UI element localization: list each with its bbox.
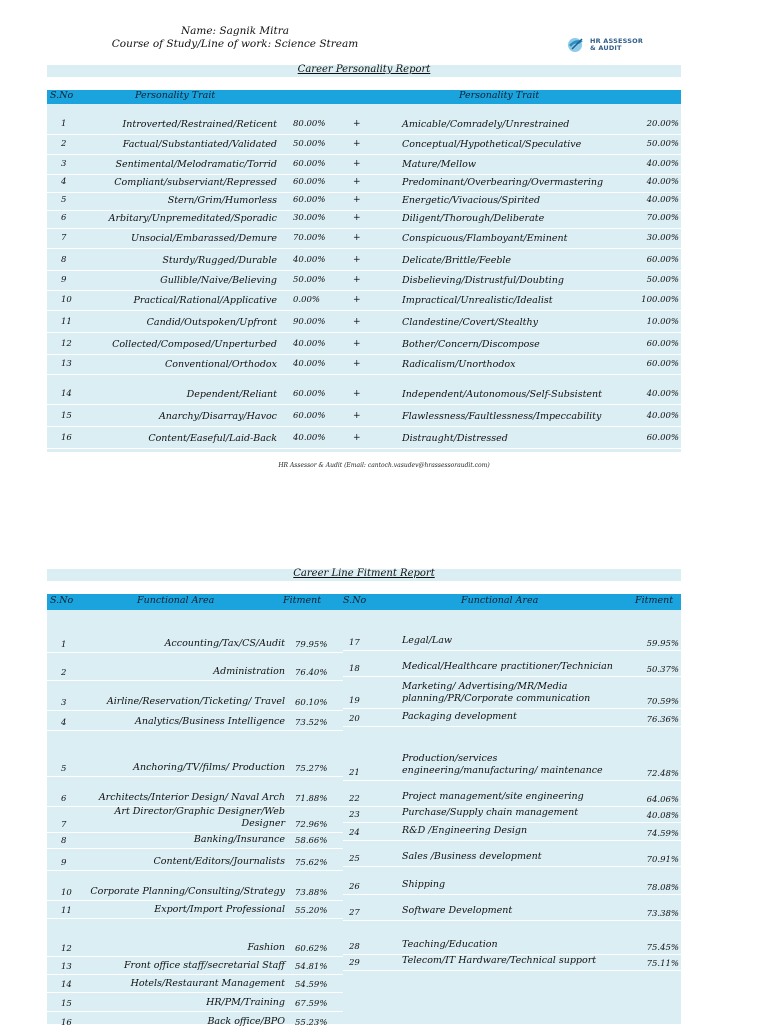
fitment-value: 54.59%: [295, 980, 328, 990]
trait-right: Clandestine/Covert/Stealthy: [402, 317, 538, 328]
trait-right-percent: 40.00%: [646, 411, 679, 421]
fitment-row-left: [47, 976, 343, 993]
trait-right: Bother/Concern/Discompose: [402, 339, 540, 350]
personality-row: [47, 252, 681, 271]
trait-left: Sentimental/Melodramatic/Torrid: [115, 159, 277, 170]
row-sno: 6: [61, 213, 67, 223]
trait-left: Sturdy/Rugged/Durable: [162, 255, 277, 266]
fitment-row-right: [343, 822, 681, 841]
personality-row: [47, 356, 681, 375]
trait-left: Candid/Outspoken/Upfront: [146, 317, 277, 328]
trait-left-percent: 60.00%: [293, 177, 326, 187]
fit-header-sno-right: S.No: [343, 595, 367, 606]
fitment-area: Telecom/IT Hardware/Technical support: [402, 955, 597, 966]
plus-sign: +: [353, 295, 361, 305]
trait-right: Predominant/Overbearing/Overmastering: [402, 177, 604, 188]
fitment-sno: 5: [61, 764, 67, 774]
plus-sign: +: [353, 359, 361, 369]
row-sno: 2: [61, 139, 67, 149]
row-sno: 12: [61, 339, 72, 349]
plus-sign: +: [353, 195, 361, 205]
trait-left-percent: 40.00%: [293, 359, 326, 369]
fitment-area: Production/services engineering/manufacturing/ maintenance: [402, 753, 603, 776]
logo-icon: [566, 36, 588, 54]
fitment-area: Medical/Healthcare practitioner/Technician: [402, 661, 613, 672]
trait-left-percent: 40.00%: [293, 433, 326, 443]
trait-left-percent: 60.00%: [293, 411, 326, 421]
fit-header-fitment-right: Fitment: [635, 595, 674, 606]
plus-sign: +: [353, 339, 361, 349]
fit-header-area-right: Functional Area: [461, 595, 539, 606]
trait-left-percent: 90.00%: [293, 317, 326, 327]
fitment-sno: 17: [349, 638, 360, 648]
fitment-area: Sales /Business development: [402, 851, 542, 862]
fitment-sno: 24: [349, 828, 360, 838]
plus-sign: +: [353, 275, 361, 285]
row-sno: 1: [61, 119, 67, 129]
fitment-sno: 10: [61, 888, 72, 898]
plus-sign: +: [353, 119, 361, 129]
fitment-sno: 14: [61, 980, 72, 990]
plus-sign: +: [353, 317, 361, 327]
fitment-sno: 15: [61, 999, 72, 1009]
trait-right-percent: 70.00%: [646, 213, 679, 223]
trait-right: Radicalism/Unorthodox: [402, 359, 516, 370]
trait-left: Practical/Rational/Applicative: [133, 295, 277, 306]
fitment-sno: 9: [61, 858, 67, 868]
fitment-sno: 16: [61, 1018, 72, 1028]
fitment-area: R&D /Engineering Design: [402, 825, 528, 836]
fitment-area: Corporate Planning/Consulting/Strategy: [90, 886, 285, 897]
row-sno: 9: [61, 275, 67, 285]
fitment-row-left: [47, 624, 343, 653]
fitment-row-left: [47, 1012, 343, 1031]
trait-left-percent: 60.00%: [293, 389, 326, 399]
personality-row: [47, 192, 681, 211]
trait-left-percent: 50.00%: [293, 275, 326, 285]
personality-row: [47, 174, 681, 193]
fitment-area: Content/Editors/Journalists: [153, 856, 285, 867]
trait-right: Independent/Autonomous/Self-Subsistent: [402, 389, 602, 400]
row-sno: 3: [61, 159, 67, 169]
fitment-value: 60.10%: [295, 698, 328, 708]
fitment-value: 59.95%: [646, 639, 679, 649]
fitment-title-bar: [47, 569, 681, 581]
fitment-row-left: [47, 993, 343, 1012]
trait-right-percent: 60.00%: [646, 255, 679, 265]
fitment-area: Packaging development: [402, 711, 517, 722]
fitment-value: 72.96%: [295, 820, 328, 830]
trait-right-percent: 40.00%: [646, 195, 679, 205]
header-trait-right: Personality Trait: [459, 90, 540, 101]
plus-sign: +: [353, 177, 361, 187]
plus-sign: +: [353, 255, 361, 265]
personality-title-bar: [47, 65, 681, 77]
trait-left: Anarchy/Disarray/Havoc: [158, 411, 277, 422]
trait-right-percent: 10.00%: [646, 317, 679, 327]
fitment-area: Project management/site engineering: [402, 791, 584, 802]
trait-right-percent: 40.00%: [646, 159, 679, 169]
trait-left: Content/Easeful/Laid-Back: [148, 433, 277, 444]
trait-right: Amicable/Comradely/Unrestrained: [402, 119, 570, 130]
fitment-row-right: [343, 676, 681, 709]
trait-left-percent: 50.00%: [293, 139, 326, 149]
row-sno: 15: [61, 411, 72, 421]
trait-right-percent: 50.00%: [646, 275, 679, 285]
fitment-value: 79.95%: [295, 640, 328, 650]
row-sno: 5: [61, 195, 67, 205]
trait-right: Mature/Mellow: [402, 159, 476, 170]
fitment-row-right: [343, 780, 681, 807]
fitment-area: Art Director/Graphic Designer/Web Designer: [114, 806, 285, 829]
row-sno: 14: [61, 389, 72, 399]
fitment-report-title: Career Line Fitment Report: [293, 568, 435, 579]
fitment-area: Accounting/Tax/CS/Audit: [164, 638, 285, 649]
fitment-area: Banking/Insurance: [193, 834, 285, 845]
fitment-value: 50.37%: [646, 665, 679, 675]
fitment-area: Teaching/Education: [402, 939, 498, 950]
fitment-row-left: [47, 900, 343, 919]
fitment-sno: 11: [61, 906, 72, 916]
fitment-value: 75.62%: [295, 858, 328, 868]
trait-left: Introverted/Restrained/Reticent: [122, 119, 277, 130]
fitment-row-left: [47, 956, 343, 975]
fitment-sno: 28: [349, 942, 360, 952]
trait-left-percent: 40.00%: [293, 255, 326, 265]
fitment-sno: 22: [349, 794, 360, 804]
row-sno: 10: [61, 295, 72, 305]
fitment-value: 75.45%: [646, 943, 679, 953]
fitment-row-left: [47, 682, 343, 711]
fitment-value: 72.48%: [646, 769, 679, 779]
personality-row: [47, 156, 681, 175]
trait-right-percent: 60.00%: [646, 359, 679, 369]
fitment-row-right: [343, 624, 681, 651]
fitment-area: Back office/BPO: [207, 1016, 285, 1027]
trait-left-percent: 30.00%: [293, 213, 326, 223]
trait-left: Stern/Grim/Humorless: [167, 195, 277, 206]
trait-left: Gullible/Naive/Believing: [160, 275, 277, 286]
trait-left-percent: 40.00%: [293, 339, 326, 349]
personality-row: [47, 292, 681, 311]
fitment-row-right: [343, 806, 681, 823]
fitment-area: Fashion: [247, 942, 285, 953]
personality-row: [47, 314, 681, 333]
fitment-sno: 2: [61, 668, 67, 678]
trait-right: Conspicuous/Flamboyant/Eminent: [402, 233, 568, 244]
fitment-value: 64.06%: [646, 795, 679, 805]
fitment-sno: 26: [349, 882, 360, 892]
fitment-value: 67.59%: [295, 999, 328, 1009]
row-sno: 11: [61, 317, 72, 327]
trait-left-percent: 70.00%: [293, 233, 326, 243]
fitment-area: Anchoring/TV/films/ Production: [133, 762, 285, 773]
fit-header-sno-left: S.No: [50, 595, 74, 606]
fit-header-fitment-left: Fitment: [283, 595, 322, 606]
fitment-row-left: [47, 806, 343, 833]
fitment-value: 75.11%: [646, 959, 679, 969]
logo-text-line2: & AUDIT: [590, 44, 622, 52]
fitment-value: 73.52%: [295, 718, 328, 728]
trait-left: Collected/Composed/Unperturbed: [112, 339, 277, 350]
trait-right-percent: 50.00%: [646, 139, 679, 149]
fitment-area: Front office staff/secretarial Staff: [123, 960, 285, 971]
personality-row: [47, 430, 681, 449]
trait-right: Energetic/Vivacious/Spirited: [402, 195, 541, 206]
fitment-value: 55.23%: [295, 1018, 328, 1028]
fitment-sno: 6: [61, 794, 67, 804]
fit-header-area-left: Functional Area: [137, 595, 215, 606]
fitment-row-left: [47, 872, 343, 901]
course-of-study: Course of Study/Line of work: Science Stream: [111, 38, 359, 50]
personality-row: [47, 336, 681, 355]
personality-row: [47, 408, 681, 427]
plus-sign: +: [353, 411, 361, 421]
fitment-area: Airline/Reservation/Ticketing/ Travel: [106, 696, 285, 707]
trait-right: Diligent/Thorough/Deliberate: [402, 213, 545, 224]
trait-left-percent: 60.00%: [293, 159, 326, 169]
fitment-sno: 21: [349, 768, 360, 778]
fitment-row-left: [47, 712, 343, 731]
plus-sign: +: [353, 213, 361, 223]
plus-sign: +: [353, 433, 361, 443]
trait-left: Unsocial/Embarassed/Demure: [130, 233, 277, 244]
fitment-sno: 18: [349, 664, 360, 674]
trait-left-percent: 60.00%: [293, 195, 326, 205]
trait-right: Impractical/Unrealistic/Idealist: [402, 295, 553, 306]
plus-sign: +: [353, 159, 361, 169]
plus-sign: +: [353, 233, 361, 243]
fitment-row-right: [343, 708, 681, 727]
fitment-sno: 13: [61, 962, 72, 972]
fitment-row-right: [343, 920, 681, 955]
plus-sign: +: [353, 389, 361, 399]
fitment-sno: 23: [349, 810, 360, 820]
fitment-sno: 25: [349, 854, 360, 864]
personality-row: [47, 210, 681, 229]
fitment-value: 55.20%: [295, 906, 328, 916]
fitment-value: 73.88%: [295, 888, 328, 898]
fitment-row-left: [47, 656, 343, 681]
fitment-area: HR/PM/Training: [206, 997, 285, 1008]
trait-right-percent: 30.00%: [646, 233, 679, 243]
fitment-value: 60.62%: [295, 944, 328, 954]
fitment-value: 54.81%: [295, 962, 328, 972]
fitment-sno: 1: [61, 640, 67, 650]
fitment-area: Administration: [213, 666, 285, 677]
personality-table-body: [47, 104, 681, 452]
trait-right-percent: 20.00%: [646, 119, 679, 129]
fitment-sno: 3: [61, 698, 67, 708]
fitment-area: Architects/Interior Design/ Naval Arch: [98, 792, 285, 803]
row-sno: 4: [61, 177, 67, 187]
fitment-table-header: [47, 594, 681, 610]
fitment-sno: 12: [61, 944, 72, 954]
fitment-area: Marketing/ Advertising/MR/Media planning/PR/Corporate communication: [402, 681, 591, 704]
personality-row: [47, 272, 681, 291]
logo-text-line1: HR ASSESSOR: [590, 37, 644, 45]
trait-left-percent: 80.00%: [293, 119, 326, 129]
personality-table-header: [47, 90, 681, 104]
candidate-name: Name: Sagnik Mitra: [180, 25, 290, 37]
personality-row: [47, 136, 681, 155]
fitment-value: 73.38%: [646, 909, 679, 919]
fitment-area: Hotels/Restaurant Management: [130, 978, 285, 989]
trait-right-percent: 60.00%: [646, 339, 679, 349]
fitment-row-left: [47, 778, 343, 807]
fitment-value: 40.08%: [646, 811, 679, 821]
fitment-table-body: [47, 610, 681, 1028]
row-sno: 13: [61, 359, 72, 369]
company-logo: [566, 36, 656, 56]
fitment-area: Purchase/Supply chain management: [402, 807, 579, 818]
trait-right: Delicate/Brittle/Feeble: [402, 255, 512, 266]
fitment-value: 75.27%: [295, 764, 328, 774]
trait-left: Compliant/subserviant/Repressed: [114, 177, 277, 188]
plus-sign: +: [353, 139, 361, 149]
trait-left: Factual/Substantiated/Validated: [122, 139, 277, 150]
trait-left: Dependent/Reliant: [186, 389, 277, 400]
fitment-value: 70.91%: [646, 855, 679, 865]
trait-right: Disbelieving/Distrustful/Doubting: [402, 275, 564, 286]
fitment-area: Analytics/Business Intelligence: [134, 716, 285, 727]
fitment-value: 70.59%: [646, 697, 679, 707]
fitment-row-right: [343, 650, 681, 677]
fitment-row-left: [47, 750, 343, 777]
fitment-sno: 8: [61, 836, 67, 846]
personality-row: [47, 230, 681, 249]
row-sno: 16: [61, 433, 72, 443]
fitment-row-right: [343, 868, 681, 895]
header-trait-left: Personality Trait: [135, 90, 216, 101]
fitment-value: 71.88%: [295, 794, 328, 804]
fitment-area: Legal/Law: [402, 635, 453, 646]
row-sno: 7: [61, 233, 67, 243]
trait-right: Distraught/Distressed: [402, 433, 508, 444]
personality-row: [47, 386, 681, 405]
row-sno: 8: [61, 255, 67, 265]
fitment-sno: 7: [61, 820, 67, 830]
footer-contact-note: HR Assessor & Audit (Email: cantoch.vasudev@hrassessoraudit.com): [278, 462, 490, 469]
fitment-row-right: [343, 954, 681, 971]
trait-right: Conceptual/Hypothetical/Speculative: [402, 139, 582, 150]
personality-row: [47, 116, 681, 135]
fitment-sno: 27: [349, 908, 360, 918]
fitment-area: Shipping: [402, 879, 446, 890]
fitment-area: Export/Import Professional: [154, 904, 285, 915]
trait-right-percent: 40.00%: [646, 177, 679, 187]
fitment-row-left: [47, 832, 343, 849]
fitment-value: 78.08%: [646, 883, 679, 893]
header-sno: S.No: [50, 90, 74, 101]
trait-right-percent: 100.00%: [641, 295, 679, 305]
fitment-row-left: [47, 930, 343, 957]
fitment-sno: 20: [349, 714, 360, 724]
fitment-row-right: [343, 736, 681, 781]
fitment-sno: 4: [61, 718, 67, 728]
fitment-value: 76.36%: [646, 715, 679, 725]
trait-right-percent: 40.00%: [646, 389, 679, 399]
trait-right-percent: 60.00%: [646, 433, 679, 443]
fitment-row-right: [343, 894, 681, 921]
personality-report-title: Career Personality Report: [297, 64, 431, 75]
fitment-row-right: [343, 840, 681, 867]
fitment-sno: 29: [349, 958, 360, 968]
fitment-value: 58.66%: [295, 836, 328, 846]
fitment-sno: 19: [349, 696, 360, 706]
trait-right: Flawlessness/Faultlessness/Impeccability: [402, 411, 602, 422]
fitment-area: Software Development: [402, 905, 513, 916]
fitment-value: 74.59%: [646, 829, 679, 839]
fitment-value: 76.40%: [295, 668, 328, 678]
trait-left: Conventional/Orthodox: [165, 359, 277, 370]
trait-left-percent: 0.00%: [293, 295, 321, 305]
fitment-row-left: [47, 850, 343, 871]
trait-left: Arbitary/Unpremeditated/Sporadic: [108, 213, 277, 224]
